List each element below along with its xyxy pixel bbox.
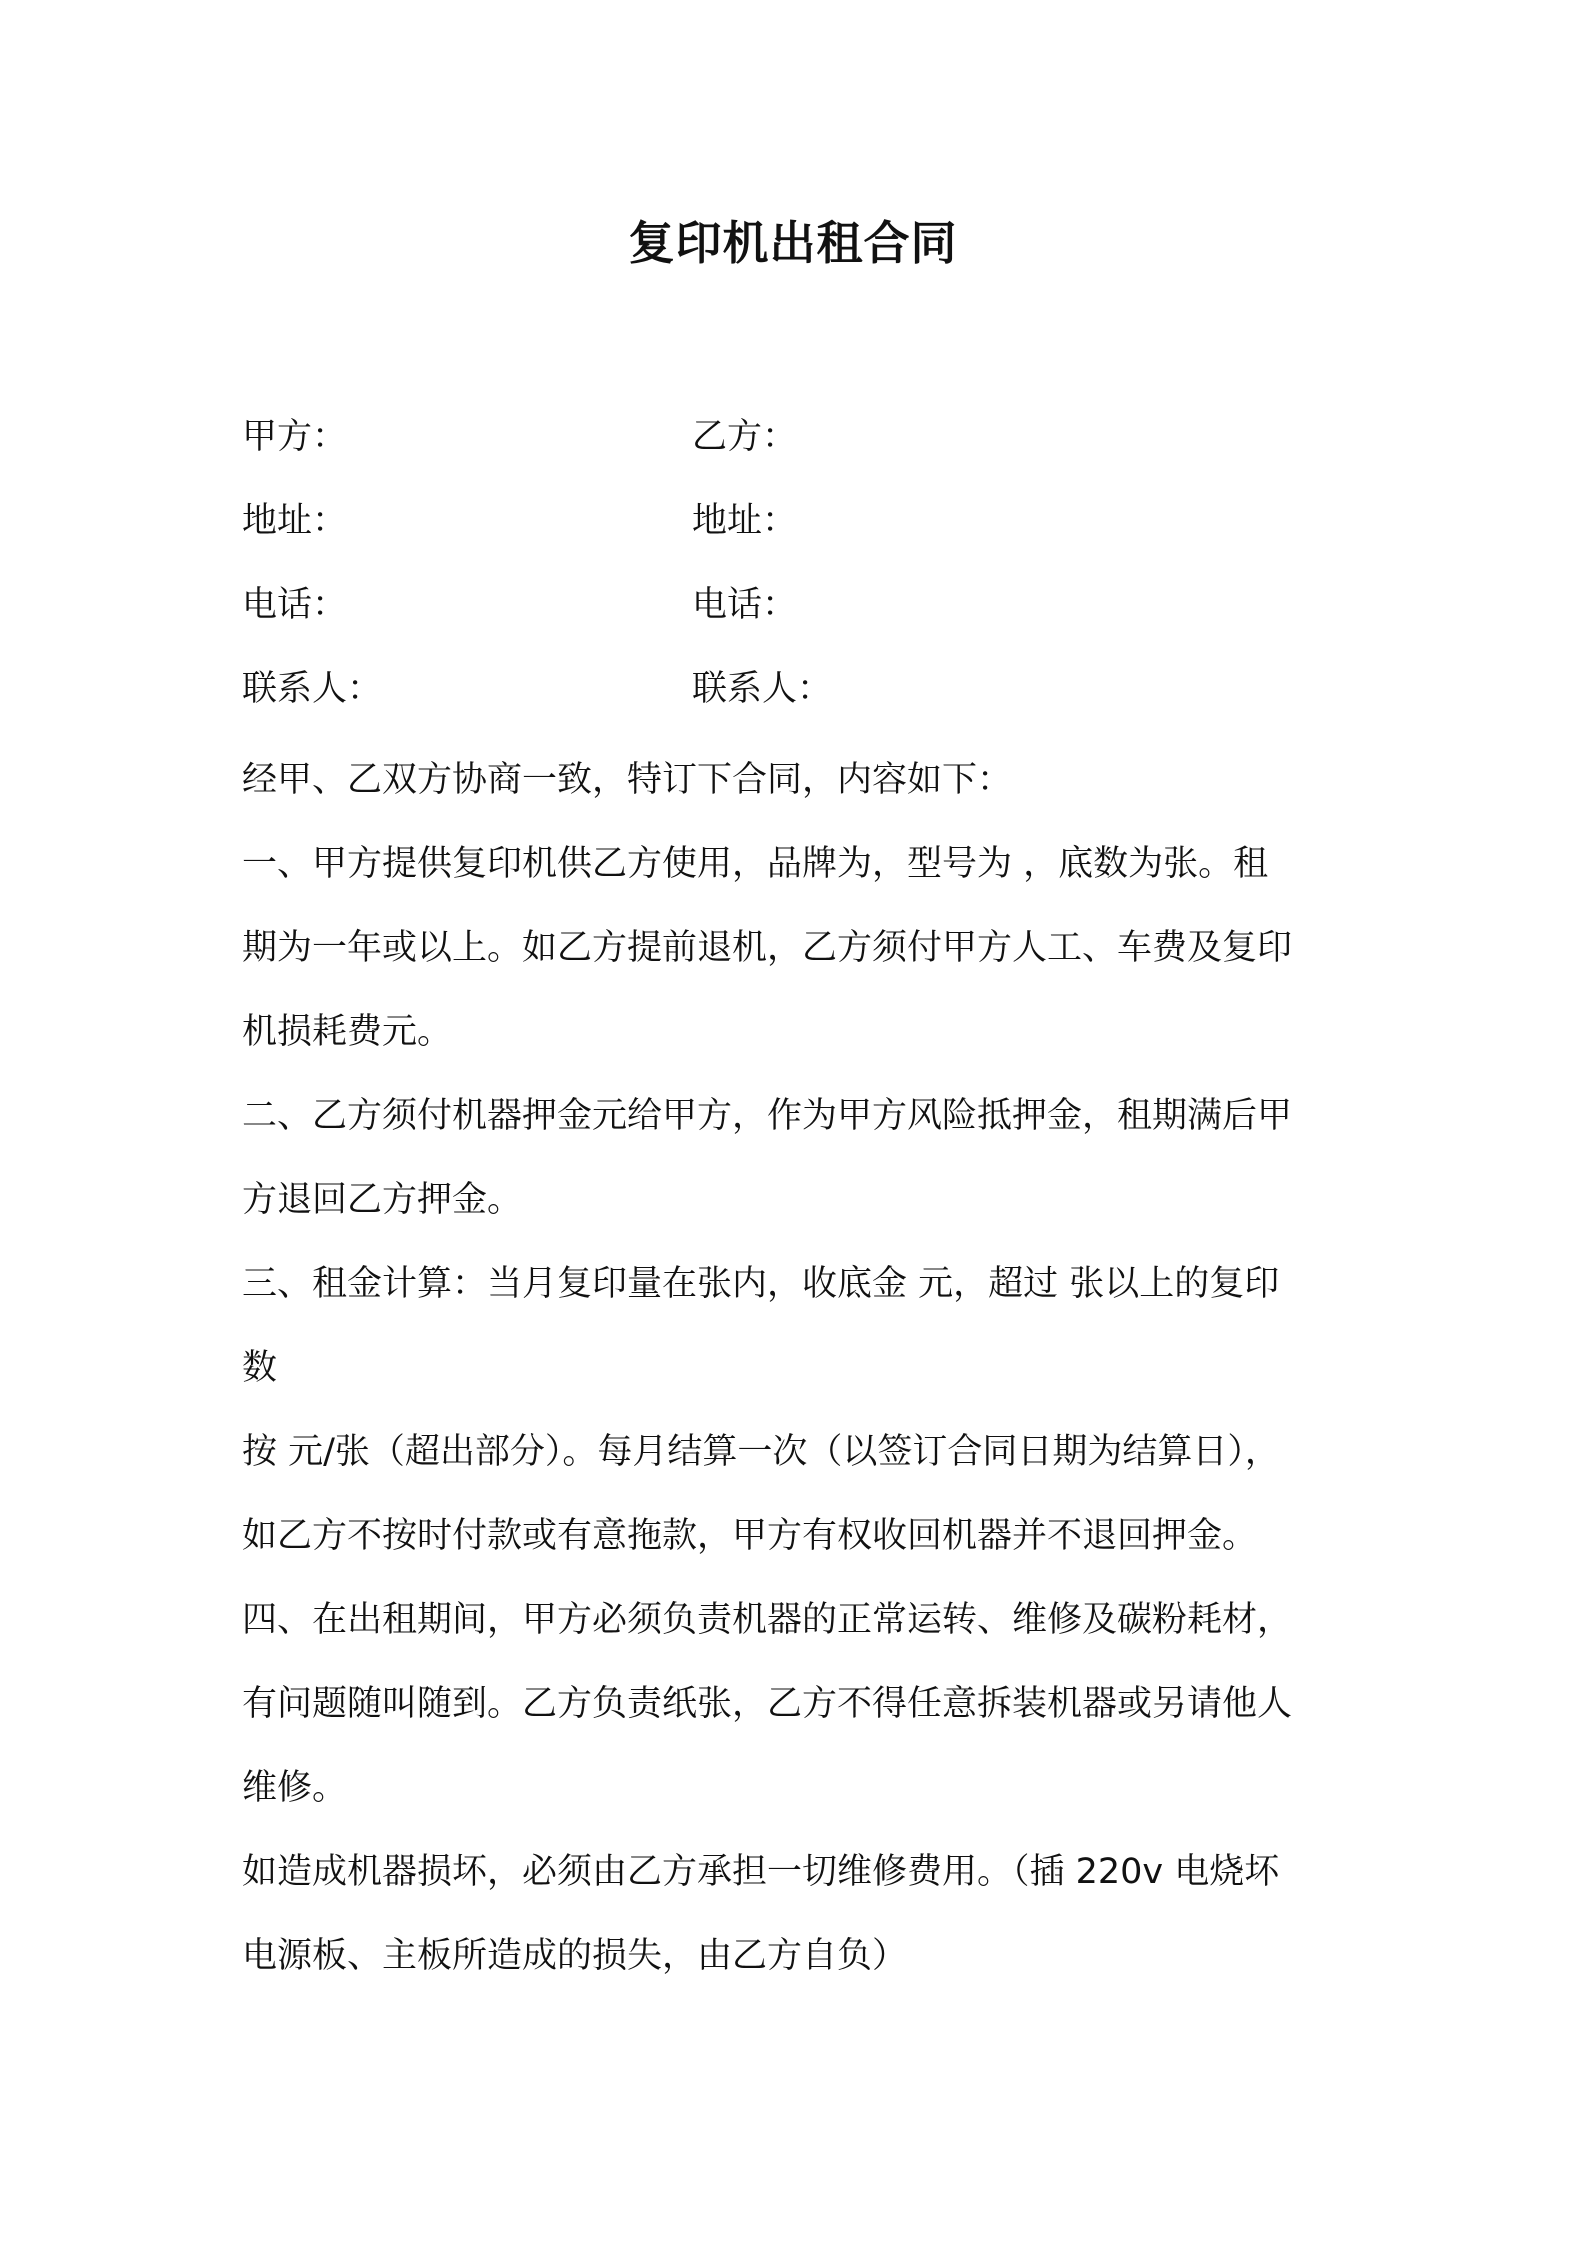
clause-2-line-2: 方退回乙方押金。 [242, 1180, 523, 1220]
clause-4-line-4: 如造成机器损坏，必须由乙方承担一切维修费用。（插 220v 电烧坏 [242, 1852, 1280, 1892]
document-title: 复印机出租合同 [628, 216, 958, 270]
party-a-contact-label: 联系人： [242, 669, 383, 709]
clause-4-line-2: 有问题随叫随到。乙方负责纸张，乙方不得任意拆装机器或另请他人 [242, 1684, 1293, 1724]
party-b-address-label: 地址： [692, 501, 798, 541]
party-row-contact [242, 654, 1362, 738]
clause-2-line-1: 二、乙方须付机器押金元给甲方，作为甲方风险抵押金，租期满后甲 [242, 1096, 1293, 1136]
clause-1-line-2: 期为一年或以上。如乙方提前退机，乙方须付甲方人工、车费及复印 [242, 928, 1293, 968]
party-a-phone-label: 电话： [242, 585, 348, 625]
party-row-phone [242, 570, 1362, 654]
intro-line: 经甲、乙双方协商一致，特订下合同，内容如下： [242, 760, 1013, 800]
clause-4-line-3: 维修。 [242, 1768, 348, 1808]
clause-3-line-3: 按 元/张（超出部分）。每月结算一次（以签订合同日期为结算日）， [242, 1432, 1280, 1472]
clause-1-line-3: 机损耗费元。 [242, 1012, 453, 1052]
clause-4-line-5: 电源板、主板所造成的损失，由乙方自负） [242, 1936, 908, 1976]
party-row-address [242, 486, 1362, 570]
party-row-name [242, 402, 1362, 486]
clause-1-line-1: 一、甲方提供复印机供乙方使用，品牌为，型号为 ，底数为张。租 [242, 844, 1269, 884]
party-b-contact-label: 联系人： [692, 669, 833, 709]
party-a-name-label: 甲方： [242, 417, 348, 457]
clause-4-line-1: 四、在出租期间，甲方必须负责机器的正常运转、维修及碳粉耗材， [242, 1600, 1293, 1640]
party-b-name-label: 乙方： [692, 417, 798, 457]
clause-3-line-4: 如乙方不按时付款或有意拖款，甲方有权收回机器并不退回押金。 [242, 1516, 1258, 1556]
party-info [242, 402, 1362, 738]
clause-3-line-2: 数 [242, 1348, 278, 1388]
party-a-address-label: 地址： [242, 501, 348, 541]
contract-body [242, 738, 1362, 1998]
party-b-phone-label: 电话： [692, 585, 798, 625]
clause-3-line-1: 三、租金计算：当月复印量在张内，收底金 元，超过 张以上的复印 [242, 1264, 1280, 1304]
